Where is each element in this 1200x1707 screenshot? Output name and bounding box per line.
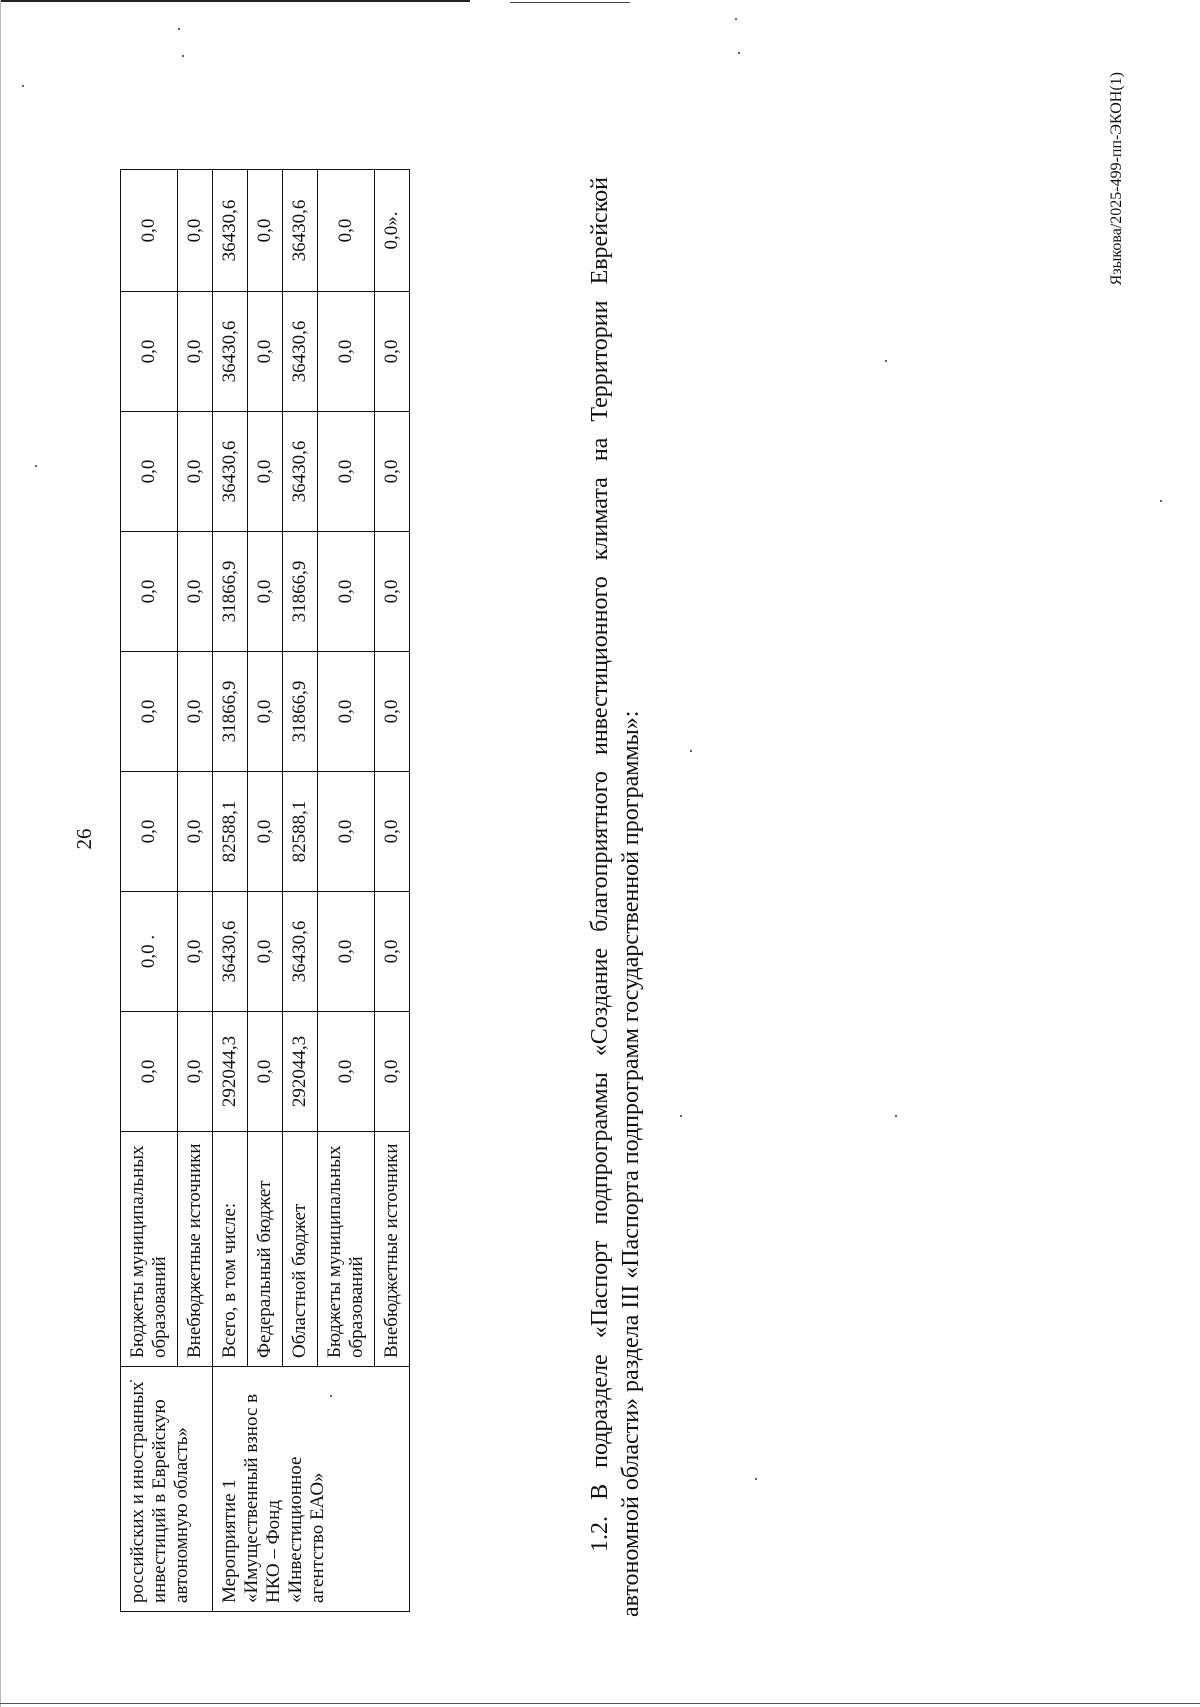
- funding-source-cell: Федеральный бюджет: [248, 1132, 283, 1367]
- funding-source-cell: Областной бюджет: [283, 1132, 318, 1367]
- value-cell: 0,0: [248, 652, 283, 772]
- value-cell: 292044,3: [213, 1012, 248, 1132]
- funding-source-cell: Внебюджетные источники: [178, 1132, 213, 1367]
- value-cell: 0,0: [178, 1012, 213, 1132]
- value-cell: 0,0: [178, 892, 213, 1012]
- financing-table: [120, 169, 410, 1612]
- value-cell: 0,0: [178, 292, 213, 412]
- value-cell: 0,0: [121, 652, 178, 772]
- value-cell: 0,0: [318, 652, 375, 772]
- value-cell: 0,0: [318, 892, 375, 1012]
- amendment-text: 1.2. В подразделе «Паспорт подпрограммы «Создание благоприятного инвестиционного климата на Территории Еврейской автономной области» раздела III «Паспорта подпрограмм государственной программы»:: [587, 177, 645, 1617]
- amendment-paragraph: [585, 177, 647, 1617]
- value-cell: 0,0: [375, 292, 410, 412]
- value-cell: 0,0: [318, 532, 375, 652]
- value-cell: 36430,6: [283, 892, 318, 1012]
- value-cell: 0,0: [318, 1012, 375, 1132]
- value-cell: 36430,6: [213, 170, 248, 292]
- value-cell: 31866,9: [213, 652, 248, 772]
- value-cell: 0,0: [178, 532, 213, 652]
- value-cell: 0,0: [248, 412, 283, 532]
- value-cell: 0,0: [375, 652, 410, 772]
- page-number: 26: [72, 828, 96, 850]
- value-cell: 36430,6: [283, 292, 318, 412]
- value-cell: 0,0: [121, 292, 178, 412]
- value-cell: 0,0: [248, 772, 283, 892]
- value-cell: 0,0: [178, 772, 213, 892]
- value-cell: 0,0: [178, 412, 213, 532]
- table-row: [121, 170, 178, 1612]
- value-cell: 31866,9: [283, 652, 318, 772]
- value-cell: 0,0: [121, 532, 178, 652]
- value-cell: 0,0: [375, 1012, 410, 1132]
- value-cell: 0,0: [318, 412, 375, 532]
- value-cell: 0,0: [318, 292, 375, 412]
- value-cell: 0,0: [178, 170, 213, 292]
- value-cell: 0,0: [121, 170, 178, 292]
- value-cell: 0,0: [121, 412, 178, 532]
- value-cell: 31866,9: [213, 532, 248, 652]
- value-cell: 0,0: [375, 412, 410, 532]
- value-cell: 0,0: [375, 772, 410, 892]
- value-cell: 31866,9: [283, 532, 318, 652]
- value-cell: 0,0: [248, 170, 283, 292]
- value-cell: 0,0: [375, 532, 410, 652]
- value-cell: 0,0: [318, 170, 375, 292]
- value-cell: 0,0: [248, 532, 283, 652]
- value-cell: 0,0: [375, 892, 410, 1012]
- value-cell: 0,0: [178, 652, 213, 772]
- table-row: [213, 170, 248, 1612]
- value-cell: 36430,6: [283, 170, 318, 292]
- value-cell: 0,0: [121, 1012, 178, 1132]
- value-cell: 36430,6: [213, 412, 248, 532]
- event-name-cell: российских и иностранных инвестиций в Еврейскую автономную область»: [121, 1367, 213, 1612]
- funding-source-cell: Бюджеты муниципальных образований: [121, 1132, 178, 1367]
- value-cell: 36430,6: [213, 892, 248, 1012]
- funding-source-cell: Всего, в том числе:: [213, 1132, 248, 1367]
- event-name-cell: Мероприятие 1 «Имущественный взнос в НКО – Фонд «Инвестиционное агентство ЕАО»: [213, 1367, 410, 1612]
- value-cell: 82588,1: [283, 772, 318, 892]
- value-cell: 0,0: [248, 1012, 283, 1132]
- value-cell: 36430,6: [283, 412, 318, 532]
- value-cell: 0,0: [318, 772, 375, 892]
- value-cell: 0,0 .: [121, 892, 178, 1012]
- value-cell: 0,0: [248, 292, 283, 412]
- value-cell: 0,0: [121, 772, 178, 892]
- value-cell: 0,0».: [375, 170, 410, 292]
- document-code: Языкова/2025-499-пп-ЭКОН(1): [1108, 72, 1125, 286]
- funding-source-cell: Бюджеты муниципальных образований: [318, 1132, 375, 1367]
- funding-source-cell: Внебюджетные источники: [375, 1132, 410, 1367]
- value-cell: 82588,1: [213, 772, 248, 892]
- value-cell: 36430,6: [213, 292, 248, 412]
- value-cell: 0,0: [248, 892, 283, 1012]
- value-cell: 292044,3: [283, 1012, 318, 1132]
